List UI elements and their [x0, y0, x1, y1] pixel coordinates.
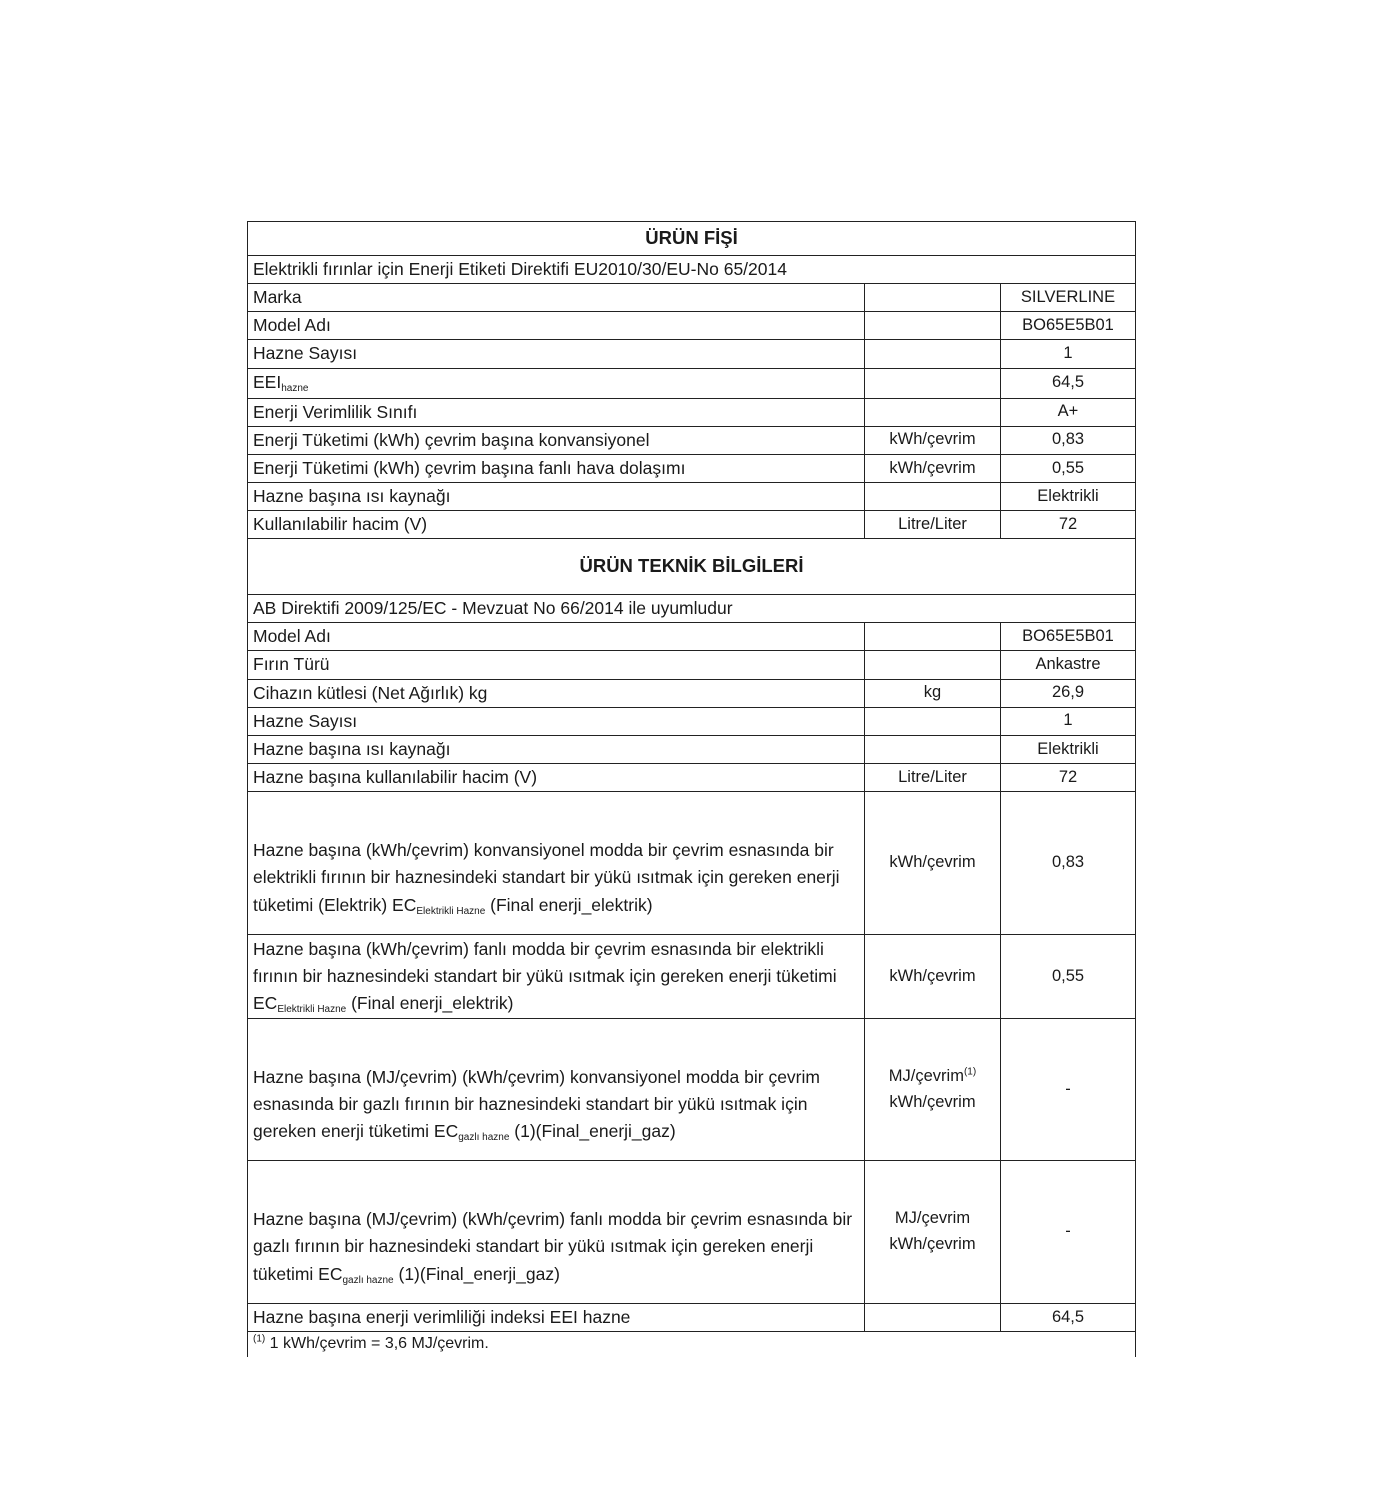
row-label: Marka: [248, 284, 865, 312]
row-unit: [865, 340, 1001, 368]
ec-electric-fan-subscript: Elektrikli Hazne: [277, 1004, 347, 1016]
row-value: BO65E5B01: [1001, 623, 1136, 651]
row-value: 64,5: [1001, 1304, 1136, 1332]
row-label: [248, 1161, 865, 1304]
table-row: [248, 623, 1136, 651]
row-unit: [865, 1304, 1001, 1332]
table-row: [248, 312, 1136, 340]
row-label: Hazne başına ısı kaynağı: [248, 735, 865, 763]
row-value: 0,55: [1001, 935, 1136, 1019]
table-row: [248, 935, 1136, 1019]
row-label: Hazne başına enerji verimliliği indeksi EEI hazne: [248, 1304, 865, 1332]
row-value: Elektrikli: [1001, 482, 1136, 510]
row-value: 1: [1001, 340, 1136, 368]
table-row: [248, 763, 1136, 791]
ec-electric-conv-text: Hazne başına (kWh/çevrim) konvansiyonel modda bir çevrim esnasında bir elektrikli fırının bir haznesindeki standart bir yükü ısıtmak için gereken enerji tüketimi (Elektrik) EC: [253, 840, 840, 915]
row-label: Hazne başına kullanılabilir hacim (V): [248, 763, 865, 791]
technical-info-title: ÜRÜN TEKNİK BİLGİLERİ: [248, 539, 1136, 595]
row-value: 0,55: [1001, 454, 1136, 482]
row-label: Hazne başına ısı kaynağı: [248, 482, 865, 510]
table-row: [248, 707, 1136, 735]
row-value: BO65E5B01: [1001, 312, 1136, 340]
energy-label-directive: Elektrikli fırınlar için Enerji Etiketi Direktifi EU2010/30/EU-No 65/2014: [248, 256, 1136, 284]
unit-mj: MJ/çevrim: [894, 1209, 971, 1228]
row-value: -: [1001, 1161, 1136, 1304]
row-label: [248, 792, 865, 935]
row-unit: kWh/çevrim: [865, 792, 1001, 935]
row-unit: [865, 651, 1001, 679]
row-label: [248, 935, 865, 1019]
row-label: Kullanılabilir hacim (V): [248, 511, 865, 539]
row-unit: [865, 1161, 1001, 1304]
table-row: [248, 284, 1136, 312]
row-label: Hazne Sayısı: [248, 340, 865, 368]
row-value: A+: [1001, 398, 1136, 426]
unit-kwh: kWh/çevrim: [889, 1235, 976, 1253]
row-label: Hazne Sayısı: [248, 707, 865, 735]
row-label: Model Adı: [248, 312, 865, 340]
row-value: 0,83: [1001, 426, 1136, 454]
row-unit: kWh/çevrim: [865, 426, 1001, 454]
row-unit: [865, 1019, 1001, 1161]
row-label: [248, 1019, 865, 1161]
unit-kwh: kWh/çevrim: [889, 1092, 976, 1111]
row-value: Elektrikli: [1001, 735, 1136, 763]
eei-label-main: EEI: [253, 372, 282, 393]
row-label: Enerji Verimlilik Sınıfı: [248, 398, 865, 426]
row-unit: [865, 707, 1001, 735]
table-row: [248, 482, 1136, 510]
row-label: [248, 368, 865, 398]
row-label: Enerji Tüketimi (kWh) çevrim başına fanlı hava dolaşımı: [248, 454, 865, 482]
row-label: Enerji Tüketimi (kWh) çevrim başına konvansiyonel: [248, 426, 865, 454]
product-sheet-title: ÜRÜN FİŞİ: [248, 222, 1136, 256]
product-table: [247, 221, 1136, 1357]
ec-gas-fan-text: Hazne başına (MJ/çevrim) (kWh/çevrim) fanlı modda bir çevrim esnasında bir gazlı fırının bir haznesindeki standart bir yükü ısıtmak için gereken enerji tüketimi EC: [253, 1209, 853, 1284]
ec-gas-fan-subscript: gazlı hazne: [342, 1274, 394, 1286]
ecodesign-directive: AB Direktifi 2009/125/EC - Mevzuat No 66/2014 ile uyumludur: [248, 595, 1136, 623]
row-unit: [865, 623, 1001, 651]
eei-label-subscript: hazne: [281, 383, 309, 395]
row-unit: kWh/çevrim: [865, 454, 1001, 482]
row-unit: [865, 398, 1001, 426]
row-label: Fırın Türü: [248, 651, 865, 679]
ec-gas-conv-suffix: (1)(Final_enerji_gaz): [509, 1121, 676, 1142]
row-value: 1: [1001, 707, 1136, 735]
table-row: [248, 1161, 1136, 1304]
row-value: SILVERLINE: [1001, 284, 1136, 312]
row-value: 72: [1001, 511, 1136, 539]
table-row: [248, 426, 1136, 454]
product-sheet-document: [247, 221, 1135, 1357]
row-value: -: [1001, 1019, 1136, 1161]
ec-electric-fan-text: Hazne başına (kWh/çevrim) fanlı modda bir çevrim esnasında bir elektrikli fırının bir haznesindeki standart bir yükü ısıtmak için gereken enerji tüketimi EC: [253, 938, 837, 1014]
row-unit: kWh/çevrim: [865, 935, 1001, 1019]
table-row: [248, 1019, 1136, 1161]
table-row: [248, 368, 1136, 398]
ec-electric-conv-suffix: (Final enerji_elektrik): [485, 894, 653, 915]
unit-footnote-mark: (1): [963, 1066, 977, 1078]
ec-gas-conv-text: Hazne başına (MJ/çevrim) (kWh/çevrim) konvansiyonel modda bir çevrim esnasında bir gazlı fırının bir haznesindeki standart bir yükü ısıtmak için gereken enerji tüketimi EC: [253, 1066, 820, 1142]
row-unit: [865, 482, 1001, 510]
row-value: 26,9: [1001, 679, 1136, 707]
table-row: [248, 679, 1136, 707]
table-row: [248, 735, 1136, 763]
table-row: [248, 340, 1136, 368]
table-row: [248, 792, 1136, 935]
row-label: Cihazın kütlesi (Net Ağırlık) kg: [248, 679, 865, 707]
ec-gas-conv-subscript: gazlı hazne: [458, 1132, 510, 1144]
ec-gas-fan-suffix: (1)(Final_enerji_gaz): [393, 1263, 560, 1284]
unit-mj: MJ/çevrim: [888, 1066, 964, 1085]
row-unit: [865, 368, 1001, 398]
row-unit: Litre/Liter: [865, 763, 1001, 791]
footnote-text: 1 kWh/çevrim = 3,6 MJ/çevrim.: [265, 1335, 489, 1353]
footnote: [248, 1332, 1136, 1358]
row-value: Ankastre: [1001, 651, 1136, 679]
row-unit: Litre/Liter: [865, 511, 1001, 539]
row-value: 64,5: [1001, 368, 1136, 398]
table-row: [248, 454, 1136, 482]
row-unit: [865, 312, 1001, 340]
row-label: Model Adı: [248, 623, 865, 651]
table-row: [248, 398, 1136, 426]
row-value: 72: [1001, 763, 1136, 791]
ec-electric-fan-suffix: (Final enerji_elektrik): [346, 993, 514, 1014]
table-row: [248, 511, 1136, 539]
table-row: [248, 651, 1136, 679]
table-row: [248, 1304, 1136, 1332]
row-unit: [865, 735, 1001, 763]
ec-electric-conv-subscript: Elektrikli Hazne: [416, 905, 486, 917]
row-value: 0,83: [1001, 792, 1136, 935]
row-unit: kg: [865, 679, 1001, 707]
footnote-mark: (1): [253, 1333, 266, 1345]
row-unit: [865, 284, 1001, 312]
